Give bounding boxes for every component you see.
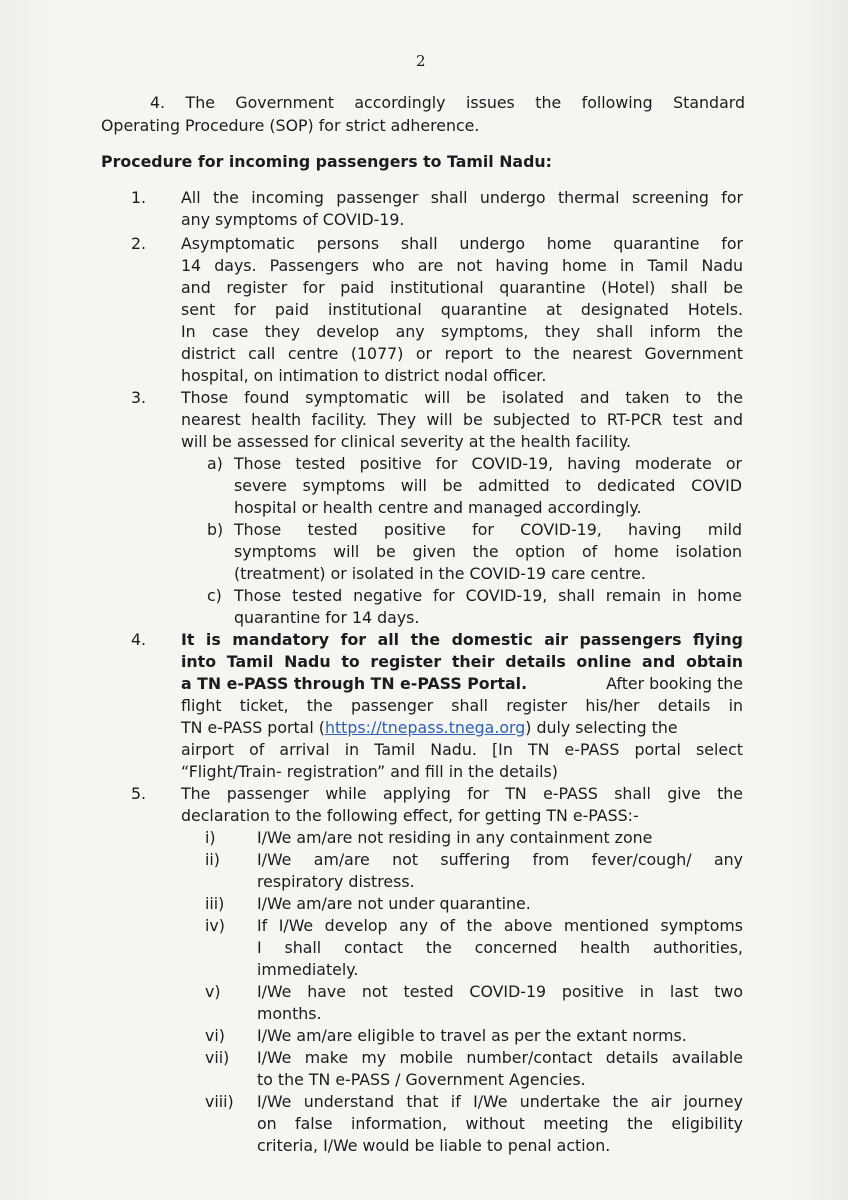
item-line: declaration to the following effect, for getting TN e-PASS:- <box>181 806 639 825</box>
item-number: 2. <box>131 234 147 253</box>
item-line-tail: After booking the <box>601 674 743 693</box>
declaration-line: I/We am/are not under quarantine. <box>257 894 531 913</box>
declaration-line: on false information, without meeting the eligibility <box>257 1114 743 1133</box>
link-suffix: ) duly selecting the <box>525 718 678 737</box>
item-number: 4. <box>131 630 147 649</box>
declaration-line: months. <box>257 1004 322 1023</box>
item-number: 3. <box>131 388 147 407</box>
item-bold-line: It is mandatory for all the domestic air passengers flying <box>181 630 743 649</box>
declaration-line: I shall contact the concerned health authorities, <box>257 938 743 957</box>
declaration-label: v) <box>205 982 221 1001</box>
epass-portal-link[interactable]: https://tnepass.tnega.org <box>324 718 526 737</box>
item-bold-tail: a TN e-PASS through TN e-PASS Portal. <box>181 674 528 693</box>
item-number: 5. <box>131 784 147 803</box>
declaration-line: criteria, I/We would be liable to penal action. <box>257 1136 611 1155</box>
declaration-line: immediately. <box>257 960 359 979</box>
declaration-line: I/We am/are eligible to travel as per the extant norms. <box>257 1026 687 1045</box>
item-line: In case they develop any symptoms, they shall inform the <box>181 322 743 341</box>
item-line: hospital, on intimation to district nodal officer. <box>181 366 547 385</box>
declaration-label: vii) <box>205 1048 230 1067</box>
page-number: 2 <box>416 52 426 70</box>
para-line: 4. The Government accordingly issues the following Standard <box>150 93 745 112</box>
declaration-line: I/We am/are not suffering from fever/cough/ any <box>257 850 743 869</box>
item-line: Asymptomatic persons shall undergo home quarantine for <box>181 234 743 253</box>
subitem-label: a) <box>207 454 223 473</box>
declaration-label: vi) <box>205 1026 225 1045</box>
declaration-line: respiratory distress. <box>257 872 415 891</box>
declaration-label: i) <box>205 828 216 847</box>
item-line: airport of arrival in Tamil Nadu. [In TN e-PASS portal select <box>181 740 743 759</box>
item-line: The passenger while applying for TN e-PASS shall give the <box>181 784 743 803</box>
item-line: All the incoming passenger shall undergo thermal screening for <box>181 188 743 207</box>
declaration-line: I/We understand that if I/We undertake the air journey <box>257 1092 743 1111</box>
item-bold-line: into Tamil Nadu to register their details online and obtain <box>181 652 743 671</box>
section-heading: Procedure for incoming passengers to Tamil Nadu: <box>101 152 552 171</box>
item-line: “Flight/Train- registration” and fill in the details) <box>181 762 558 781</box>
declaration-label: viii) <box>205 1092 234 1111</box>
item-line: nearest health facility. They will be subjected to RT-PCR test and <box>181 410 743 429</box>
item-line: sent for paid institutional quarantine at designated Hotels. <box>181 300 743 319</box>
item-line: flight ticket, the passenger shall register his/her details in <box>181 696 743 715</box>
subitem-label: c) <box>207 586 222 605</box>
declaration-label: iii) <box>205 894 225 913</box>
subitem-line: hospital or health centre and managed accordingly. <box>234 498 642 517</box>
para-line: Operating Procedure (SOP) for strict adherence. <box>101 116 480 135</box>
declaration-line: If I/We develop any of the above mentioned symptoms <box>257 916 743 935</box>
subitem-line: severe symptoms will be admitted to dedicated COVID <box>234 476 742 495</box>
item-line: 14 days. Passengers who are not having home in Tamil Nadu <box>181 256 743 275</box>
declaration-line: to the TN e-PASS / Government Agencies. <box>257 1070 586 1089</box>
declaration-line: I/We have not tested COVID-19 positive in last two <box>257 982 743 1001</box>
subitem-line: Those tested negative for COVID-19, shall remain in home <box>234 586 742 605</box>
declaration-label: iv) <box>205 916 225 935</box>
item-number: 1. <box>131 188 147 207</box>
declaration-line: I/We make my mobile number/contact details available <box>257 1048 743 1067</box>
declaration-line: I/We am/are not residing in any containment zone <box>257 828 653 847</box>
item-line: any symptoms of COVID-19. <box>181 210 405 229</box>
subitem-line: quarantine for 14 days. <box>234 608 420 627</box>
subitem-label: b) <box>207 520 224 539</box>
item-line-link <box>181 717 743 739</box>
item-line: district call centre (1077) or report to the nearest Government <box>181 344 743 363</box>
item-line: and register for paid institutional quarantine (Hotel) shall be <box>181 278 743 297</box>
link-prefix: TN e-PASS portal ( <box>181 718 325 737</box>
item-line: Those found symptomatic will be isolated and taken to the <box>181 388 743 407</box>
subitem-line: Those tested positive for COVID-19, having moderate or <box>234 454 742 473</box>
item-line-mixed <box>181 673 743 695</box>
subitem-line: symptoms will be given the option of home isolation <box>234 542 742 561</box>
declaration-label: ii) <box>205 850 220 869</box>
item-line: will be assessed for clinical severity at the health facility. <box>181 432 632 451</box>
subitem-line: Those tested positive for COVID-19, having mild <box>234 520 742 539</box>
subitem-line: (treatment) or isolated in the COVID-19 care centre. <box>234 564 646 583</box>
